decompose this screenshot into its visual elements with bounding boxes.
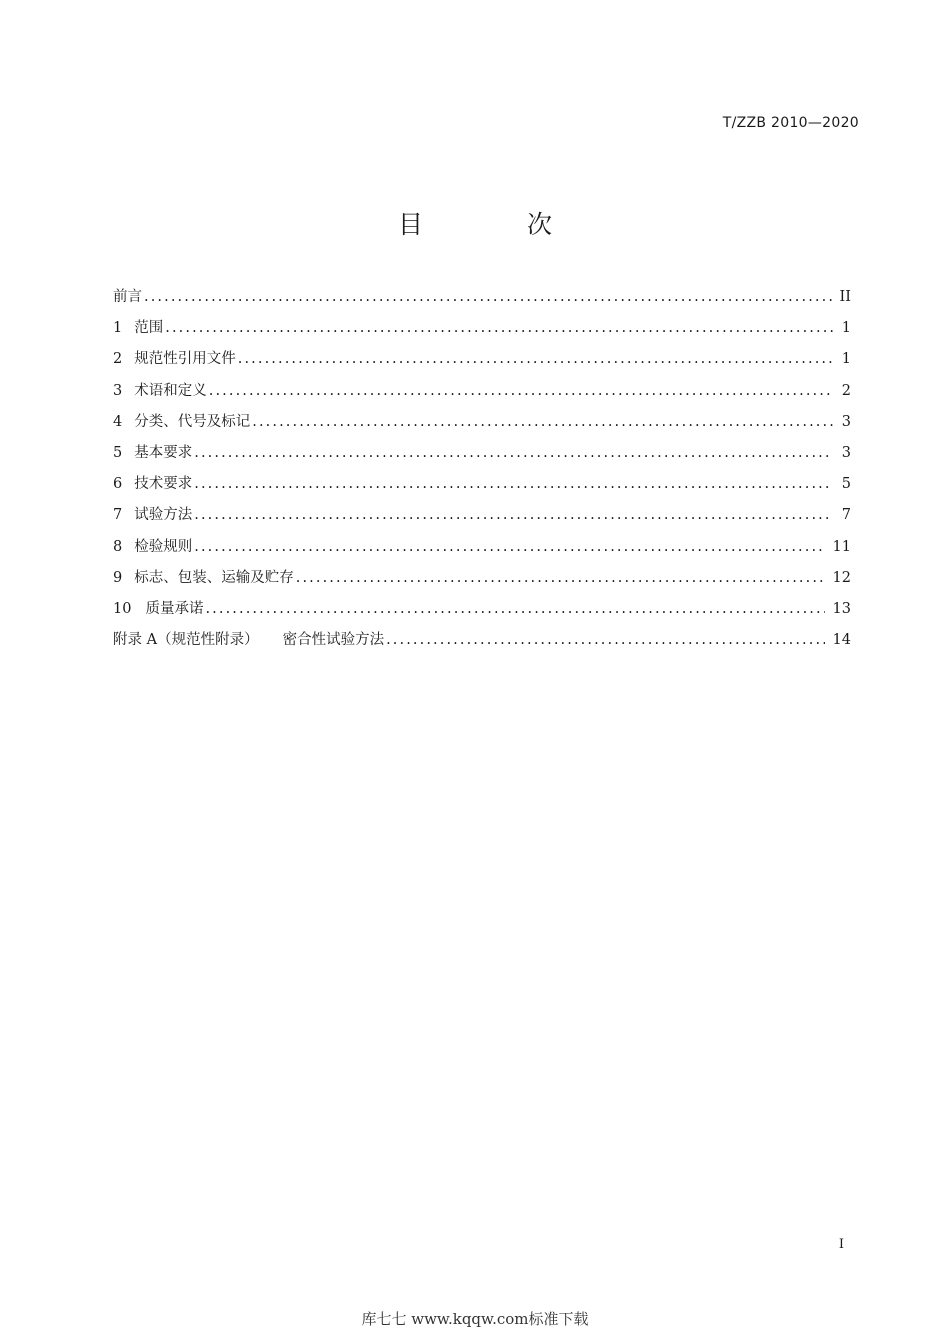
toc-entry-3[interactable] <box>113 379 851 410</box>
toc-entry-label: 规范性引用文件 <box>134 351 236 368</box>
toc-entry-7[interactable] <box>113 503 851 534</box>
toc-entry-number: 5 <box>113 444 123 461</box>
toc-entry-label: 技术要求 <box>134 476 193 493</box>
toc-leader-dots <box>194 445 833 461</box>
toc-entry-9[interactable] <box>113 566 851 597</box>
toc-entry-number: 2 <box>113 351 123 368</box>
toc-entry-page: 1 <box>841 320 851 337</box>
toc-entry-number: 8 <box>113 538 123 555</box>
toc-leader-dots <box>205 601 824 617</box>
page-title: 目 次 <box>398 210 600 239</box>
toc-leader-dots <box>252 414 833 430</box>
toc-entry-label: 附录 A（规范性附录） <box>113 632 259 649</box>
page-number: I <box>838 1237 844 1252</box>
toc-entry-label: 范围 <box>134 320 164 337</box>
toc-entry-label: 检验规则 <box>134 538 193 555</box>
toc-entry-label: 标志、包装、运输及贮存 <box>134 569 294 586</box>
toc-entry-6[interactable] <box>113 472 851 503</box>
toc-entry-page: 3 <box>841 413 851 430</box>
toc-entry-number: 6 <box>113 476 123 493</box>
toc-entry-sublabel: 密合性试验方法 <box>282 632 385 649</box>
toc-entry-page: 13 <box>832 600 851 617</box>
toc-entry-label: 分类、代号及标记 <box>134 413 251 430</box>
toc-entry-1[interactable] <box>113 316 851 347</box>
toc-entry-8[interactable] <box>113 535 851 566</box>
toc-entry-5[interactable] <box>113 441 851 472</box>
toc-entry-number: 10 <box>113 600 132 617</box>
footer-watermark: 库七七 www.kqqw.com标准下载 <box>361 1310 589 1328</box>
toc-entry-4[interactable] <box>113 410 851 441</box>
toc-entry-page: 12 <box>832 569 851 586</box>
toc-entry-label: 基本要求 <box>134 444 193 461</box>
toc-entry-page: 2 <box>841 382 851 399</box>
toc-entry-page: II <box>839 289 851 305</box>
toc-entry-page: 11 <box>832 538 851 555</box>
toc-entry-2[interactable] <box>113 347 851 378</box>
toc-entry-label: 质量承诺 <box>145 600 204 617</box>
toc-entry-number: 4 <box>113 413 123 430</box>
toc-entry-number: 7 <box>113 507 123 524</box>
toc-entry-page: 5 <box>841 476 851 493</box>
toc-entry-appendix-a[interactable] <box>113 628 851 659</box>
toc-entry-number: 1 <box>113 320 123 337</box>
toc-entry-page: 14 <box>832 632 851 649</box>
toc-entry-label: 试验方法 <box>134 507 193 524</box>
toc-entry-label: 术语和定义 <box>134 382 207 399</box>
toc-leader-dots <box>209 383 833 399</box>
toc-leader-dots <box>165 320 833 336</box>
toc-entry-number: 3 <box>113 382 123 399</box>
table-of-contents <box>113 285 851 659</box>
toc-entry-label: 前言 <box>113 289 142 305</box>
toc-leader-dots <box>296 570 825 586</box>
toc-entry-page: 1 <box>841 351 851 368</box>
toc-leader-dots <box>238 351 833 367</box>
toc-leader-dots <box>194 507 833 523</box>
toc-leader-dots <box>144 289 832 305</box>
toc-entry-10[interactable] <box>113 597 851 628</box>
toc-entry-page: 7 <box>841 507 851 524</box>
document-code: T/ZZB 2010—2020 <box>722 115 859 131</box>
toc-entry-number: 9 <box>113 569 123 586</box>
toc-entry-page: 3 <box>841 444 851 461</box>
toc-leader-dots <box>194 476 833 492</box>
toc-entry-foreword[interactable] <box>113 285 851 316</box>
toc-leader-dots <box>386 632 824 648</box>
toc-leader-dots <box>194 539 824 555</box>
